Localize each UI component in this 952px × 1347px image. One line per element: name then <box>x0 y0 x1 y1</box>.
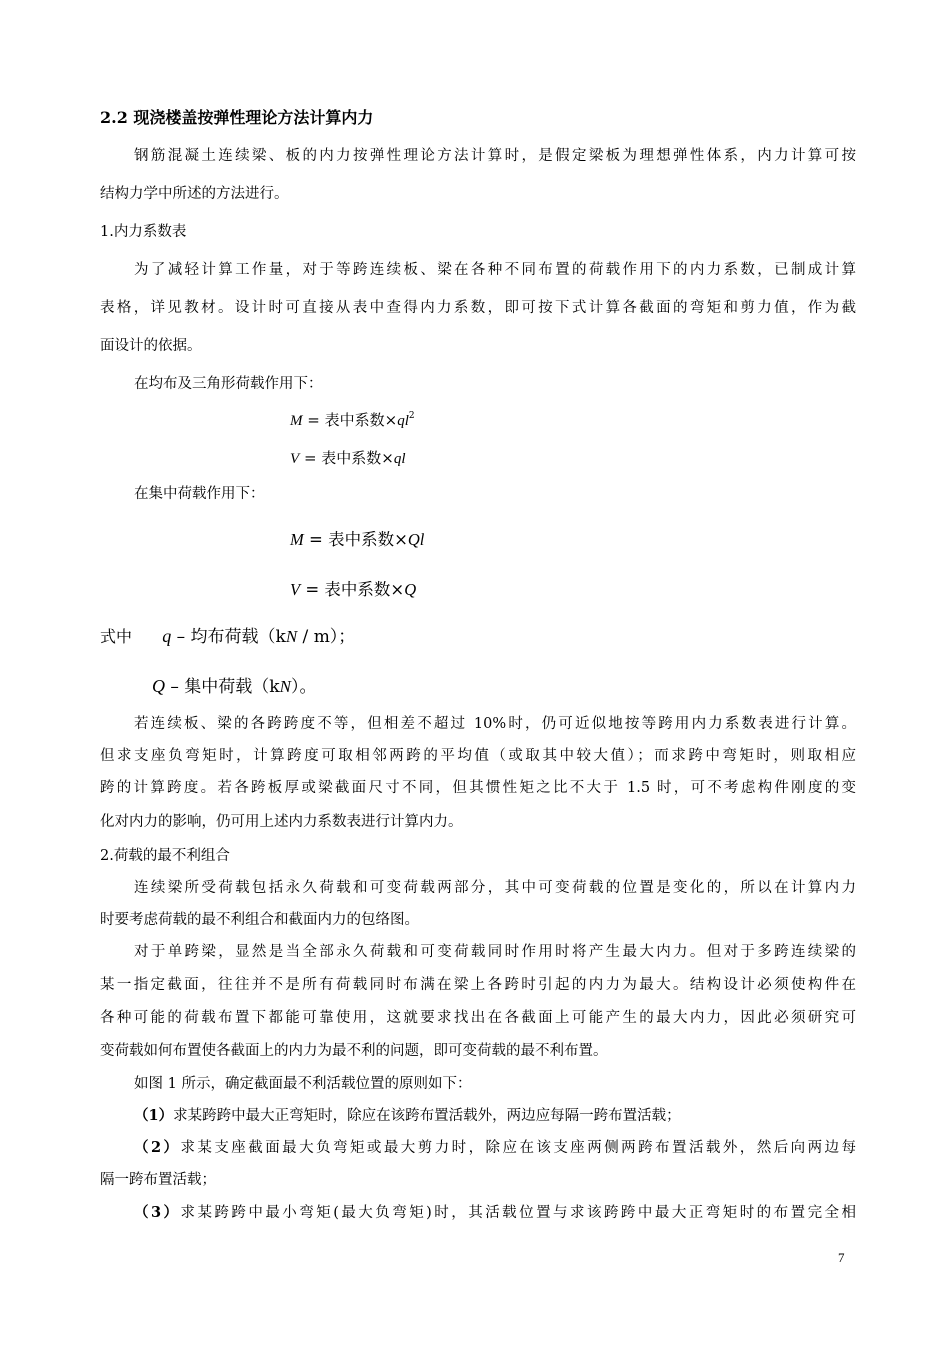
formula-var: M <box>290 413 303 429</box>
where-label: 式中 <box>100 627 133 646</box>
rule-3 <box>134 1203 856 1223</box>
formula-tail: ql <box>393 451 406 467</box>
single-line-2: 某一指定截面，往往并不是所有荷载同时布满在梁上各跨时引起的内力为最大。结构设计必须使构件在 <box>100 977 856 993</box>
rule-2-continued: 隔一跨布置活载； <box>100 1172 216 1188</box>
def-Q-unit-var: N <box>279 677 291 696</box>
load-line-2: 时要考虑荷载的最不利组合和截面内力的包络图。 <box>100 912 419 928</box>
def-q-var: q <box>162 626 172 646</box>
formula-tail: Q <box>404 580 417 599</box>
span-line-2: 但求支座负弯矩时，计算跨度可取相邻两跨的平均值（或取其中较大值）；而求跨中弯矩时，则取相应 <box>100 748 856 764</box>
page-number: 7 <box>838 1250 845 1265</box>
formula-tail: Ql <box>407 530 425 549</box>
sub1-line-3: 面设计的依据。 <box>100 338 202 354</box>
def-q-unit-rest: / m）； <box>297 627 356 647</box>
rule-2 <box>134 1138 856 1158</box>
formula-eq: = 表中系数× <box>302 411 398 429</box>
load-line-1: 连续梁所受荷载包括永久荷载和可变荷载两部分，其中可变荷载的位置是变化的，所以在计算内力 <box>134 880 856 896</box>
formula-var: V <box>290 580 301 599</box>
subsection-title-1: 1.内力系数表 <box>100 224 187 240</box>
span-line-4: 化对内力的影响，仍可用上述内力系数表进行计算内力。 <box>100 814 463 830</box>
formula-tail: ql <box>397 413 409 429</box>
formula-shear-concentrated <box>290 576 416 600</box>
rule-1 <box>134 1106 856 1126</box>
formula-eq: = 表中系数× <box>300 580 405 599</box>
principle-intro: 如图 1 所示，确定截面最不利活载位置的原则如下： <box>134 1076 472 1092</box>
formula-shear-uniform <box>290 447 406 468</box>
span-line-1: 若连续板、梁的各跨跨度不等，但相差不超过 10%时，仍可近似地按等跨用内力系数表进行计算。 <box>134 716 856 732</box>
def-Q-var: Q <box>152 676 165 696</box>
rule-text: 求某跨跨中最大正弯矩时，除应在该跨布置活载外，两边应每隔一跨布置活载； <box>173 1108 681 1124</box>
def-Q-unit-rest: ）。 <box>290 677 317 697</box>
rule-number: （3） <box>134 1204 181 1221</box>
sub1-line-2: 表格，详见教材。设计时可直接从表中查得内力系数，即可按下式计算各截面的弯矩和剪力值，作为截 <box>100 300 856 316</box>
section-heading: 2.2 现浇楼盖按弹性理论方法计算内力 <box>100 108 374 127</box>
sub1-line-1: 为了减轻计算工作量，对于等跨连续板、梁在各种不同布置的荷载作用下的内力系数，已制成计算 <box>134 262 856 278</box>
formula-moment-uniform <box>290 409 415 430</box>
rule-number: （1） <box>134 1107 174 1124</box>
single-line-1: 对于单跨梁，显然是当全部永久荷载和可变荷载同时作用时将产生最大内力。但对于多跨连续梁的 <box>134 944 856 960</box>
uniform-load-label: 在均布及三角形荷载作用下： <box>134 376 323 392</box>
where-line <box>100 626 856 647</box>
formula-var: M <box>290 530 304 549</box>
formula-sup: 2 <box>408 411 415 421</box>
def-Q-line <box>152 676 908 697</box>
concentrated-load-label: 在集中荷载作用下： <box>134 486 265 502</box>
formula-var: V <box>290 451 300 467</box>
intro-line-2: 结构力学中所述的方法进行。 <box>100 186 289 202</box>
formula-moment-concentrated <box>290 526 424 550</box>
rule-text: 求某支座截面最大负弯矩或最大剪力时，除应在该支座两侧两跨布置活载外，然后向两边每 <box>180 1140 857 1156</box>
def-q-unit-var: N <box>285 627 298 646</box>
single-line-4: 变荷载如何布置使各截面上的内力为最不利的问题，即可变荷载的最不利布置。 <box>100 1043 608 1059</box>
formula-eq: = 表中系数× <box>299 449 394 467</box>
subsection-title-2: 2.荷载的最不利组合 <box>100 848 230 864</box>
formula-eq: = 表中系数× <box>303 530 408 549</box>
rule-number: （2） <box>134 1139 181 1156</box>
def-Q-text: – 集中荷载（k <box>165 677 280 697</box>
rule-text: 求某跨跨中最小弯矩(最大负弯矩)时，其活载位置与求该跨跨中最大正弯矩时的布置完全相 <box>180 1205 857 1221</box>
span-line-3: 跨的计算跨度。若各跨板厚或梁截面尺寸不同，但其惯性矩之比不大于 1.5 时，可不考虑构件刚度的变 <box>100 780 856 796</box>
def-q-text: – 均布荷载（k <box>171 627 286 647</box>
intro-line-1: 钢筋混凝土连续梁、板的内力按弹性理论方法计算时，是假定梁板为理想弹性体系，内力计算可按 <box>134 148 856 164</box>
single-line-3: 各种可能的荷载布置下都能可靠使用，这就要求找出在各截面上可能产生的最大内力，因此必须研究可 <box>100 1010 856 1026</box>
